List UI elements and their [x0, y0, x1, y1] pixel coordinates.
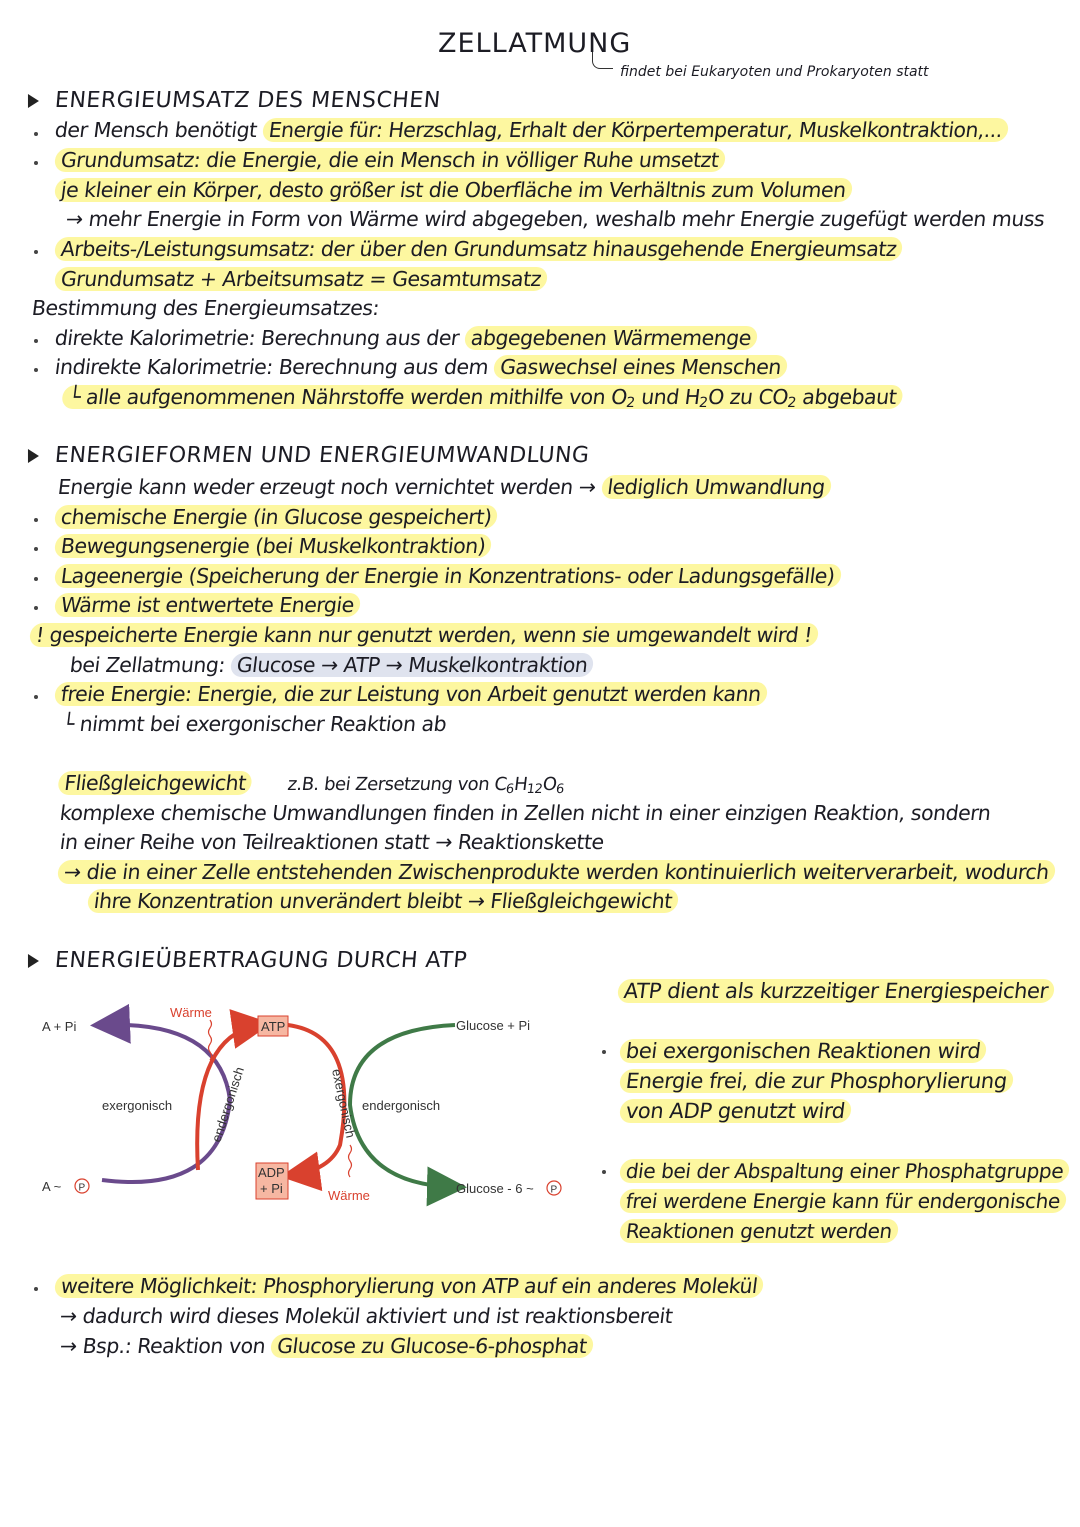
note-line: bei Zellatmung: Glucose → ATP → Muskelkontraktion — [68, 651, 595, 679]
note-line: └ nimmt bei exergonischer Reaktion ab — [60, 712, 448, 736]
note-line: weitere Möglichkeit: Phosphorylierung von ATP auf ein anderes Molekül — [53, 1272, 765, 1300]
label-exergonisch-rot: exergonisch — [329, 1067, 359, 1140]
bullet-dot — [34, 339, 38, 343]
note-line: ! gespeicherte Energie kann nur genutzt werden, wenn sie umgewandelt wird ! — [28, 621, 819, 649]
note-line: direkte Kalorimetrie: Berechnung aus der abgegebenen Wärmemenge — [53, 324, 758, 352]
note-line: je kleiner ein Körper, desto größer ist die Oberfläche im Verhältnis zum Volumen — [53, 176, 853, 204]
bullet-dot — [34, 1287, 38, 1291]
note-line: Lageenergie (Speicherung der Energie in Konzentrations- oder Ladungsgefälle) — [53, 562, 842, 590]
bullet-dot — [34, 250, 38, 254]
heat-squiggle-icon — [349, 1145, 352, 1177]
triangle-bullet-icon — [28, 954, 39, 968]
note-line: Fließgleichgewicht z.B. bei Zersetzung von C6H12O6 — [56, 769, 566, 804]
note-line: Bestimmung des Energieumsatzes: — [30, 296, 381, 320]
label-waerme-top: Wärme — [170, 1005, 212, 1020]
label-adp: ADP — [258, 1165, 285, 1180]
side-note: Energie frei, die zur Phosphorylierung — [618, 1066, 1015, 1096]
note-line: Energie kann weder erzeugt noch vernichtet werden → lediglich Umwandlung — [56, 473, 832, 501]
note-line: freie Energie: Energie, die zur Leistung von Arbeit genutzt werden kann — [53, 680, 768, 708]
bullet-dot — [34, 161, 38, 165]
triangle-bullet-icon — [28, 449, 39, 463]
side-note: ATP dient als kurzzeitiger Energiespeicher — [616, 976, 1056, 1006]
note-line: Wärme ist entwertete Energie — [53, 591, 361, 619]
svg-text:P: P — [550, 1184, 558, 1196]
note-line: komplexe chemische Umwandlungen finden in Zellen nicht in einer einzigen Reaktion, sondern — [58, 801, 992, 825]
bullet-dot — [34, 547, 38, 551]
note-line: chemische Energie (in Glucose gespeichert) — [53, 503, 499, 531]
title-note: findet bei Eukaryoten und Prokaryoten statt — [620, 64, 929, 80]
note-line: └ alle aufgenommenen Nährstoffe werden mithilfe von $O_2$ und $H_2O$ zu $CO_2$ abgebaut — [60, 383, 904, 417]
note-line: Bewegungsenergie (bei Muskelkontraktion) — [53, 532, 493, 560]
side-note: Reaktionen genutzt werden — [618, 1216, 900, 1246]
side-note: von ADP genutzt wird — [618, 1096, 852, 1126]
note-line: Grundumsatz + Arbeitsumsatz = Gesamtumsatz — [53, 265, 548, 293]
label-pi: + Pi — [260, 1181, 283, 1196]
note-line: in einer Reihe von Teilreaktionen statt → Reaktionskette — [58, 830, 606, 854]
label-waerme-bottom: Wärme — [328, 1188, 370, 1203]
bullet-dot — [34, 606, 38, 610]
label-atp: ATP — [261, 1019, 286, 1034]
side-note: frei werdene Energie kann für endergonische — [618, 1186, 1068, 1216]
label-endergonisch-rot: endergonisch — [208, 1065, 247, 1144]
note-line: ihre Konzentration unverändert bleibt → Fließgleichgewicht — [86, 887, 679, 915]
label-glucose-pi: Glucose + Pi — [456, 1018, 531, 1033]
side-note: bei exergonischen Reaktionen wird — [618, 1036, 988, 1066]
note-line: → die in einer Zelle entstehenden Zwischenprodukte werden kontinuierlich weiterverarbeit, wodurch — [56, 858, 1056, 886]
note-line: → mehr Energie in Form von Wärme wird abgegeben, weshalb mehr Energie zugefügt werden muss — [64, 207, 1046, 231]
bullet-dot — [34, 368, 38, 372]
bullet-dot — [602, 1050, 606, 1054]
atp-cycle-diagram — [30, 995, 590, 1220]
note-line: der Mensch benötigt Energie für: Herzschlag, Erhalt der Körpertemperatur, Muskelkontraktion,... — [53, 116, 1010, 144]
label-a-pi: A + Pi — [42, 1019, 77, 1034]
svg-text:P: P — [78, 1182, 86, 1194]
triangle-bullet-icon — [28, 94, 39, 108]
side-note: die bei der Abspaltung einer Phosphatgruppe — [618, 1156, 1071, 1186]
bullet-dot — [602, 1170, 606, 1174]
bullet-dot — [34, 577, 38, 581]
label-glucose6: Glucose - 6 ~ — [456, 1181, 534, 1196]
label-endergonisch-right: endergonisch — [362, 1098, 441, 1113]
label-exergonisch-left: exergonisch — [102, 1098, 173, 1113]
annotation-hook — [592, 52, 613, 69]
section-heading-energieumsatz: ENERGIEUMSATZ DES MENSCHEN — [27, 88, 442, 113]
label-a-p: A ~ — [42, 1179, 62, 1194]
page-title: ZELLATMUNG — [438, 28, 632, 59]
bullet-dot — [34, 132, 38, 136]
note-line: Arbeits-/Leistungsumsatz: der über den Grundumsatz hinausgehende Energieumsatz — [53, 235, 904, 263]
note-line: → Bsp.: Reaktion von Glucose zu Glucose-6-phosphat — [58, 1332, 594, 1360]
note-line: Grundumsatz: die Energie, die ein Mensch in völliger Ruhe umsetzt — [53, 146, 726, 174]
bullet-dot — [34, 695, 38, 699]
note-line: → dadurch wird dieses Molekül aktiviert und ist reaktionsbereit — [58, 1304, 674, 1328]
note-line: indirekte Kalorimetrie: Berechnung aus dem Gaswechsel eines Menschen — [53, 353, 788, 381]
bullet-dot — [34, 518, 38, 522]
section-heading-energieformen: ENERGIEFORMEN UND ENERGIEUMWANDLUNG — [27, 443, 591, 468]
section-heading-atp: ENERGIEÜBERTRAGUNG DURCH ATP — [27, 948, 468, 973]
